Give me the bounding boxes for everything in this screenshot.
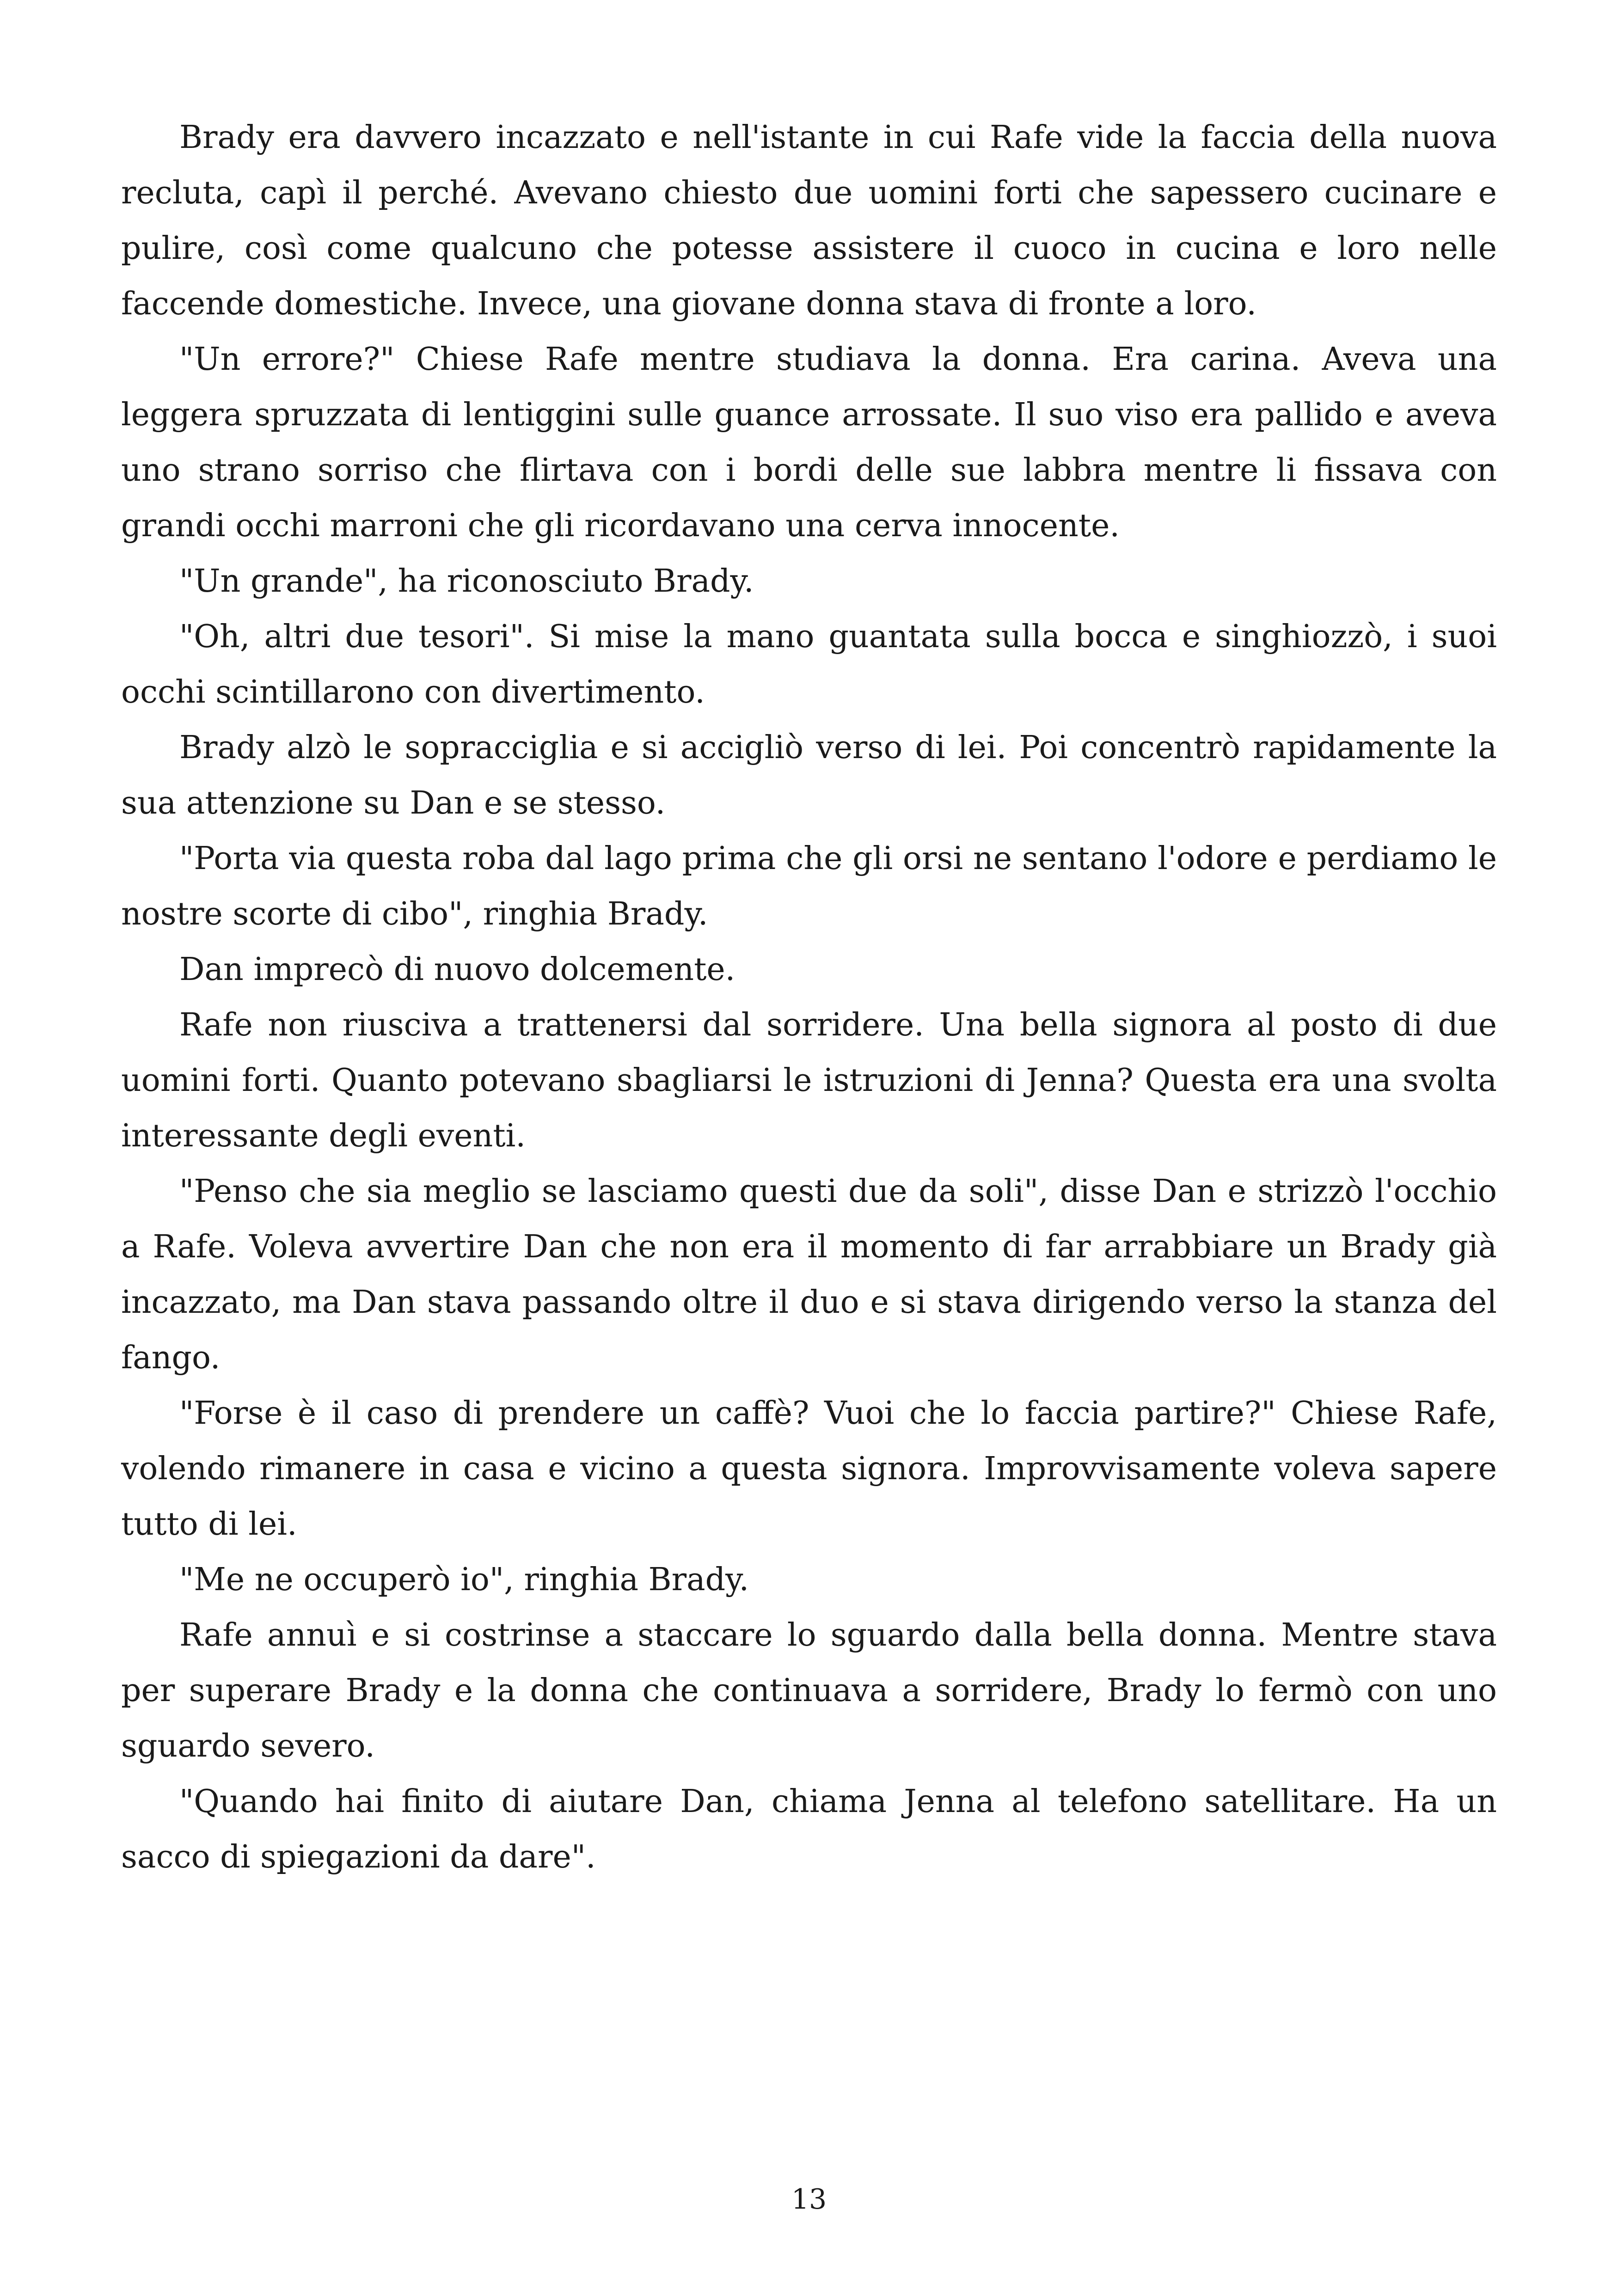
paragraph-5: Brady alzò le sopracciglia e si accigliò verso di lei. Poi concentrò rapidamente la sua attenzione su Dan e se stesso. bbox=[121, 729, 1497, 821]
paragraph-6: "Porta via questa roba dal lago prima che gli orsi ne sentano l'odore e perdiamo le nostre scorte di cibo", ringhia Brady. bbox=[121, 840, 1497, 932]
paragraph-1: Brady era davvero incazzato e nell'istante in cui Rafe vide la faccia della nuova recluta, capì il perché. Avevano chiesto due uomini forti che sapessero cucinare e pulire, così come qualcuno che potesse assistere il cuoco in cucina e loro nelle faccende domestiche. Invece, una giovane donna stava di fronte a loro. bbox=[121, 119, 1497, 322]
paragraph-10: "Forse è il caso di prendere un caffè? Vuoi che lo faccia partire?" Chiese Rafe, volendo rimanere in casa e vicino a questa signora. Improvvisamente voleva sapere tutto di lei. bbox=[121, 1395, 1497, 1543]
paragraph-13: "Quando hai finito di aiutare Dan, chiama Jenna al telefono satellitare. Ha un sacco di spiegazioni da dare". bbox=[121, 1783, 1497, 1875]
paragraph-2: "Un errore?" Chiese Rafe mentre studiava la donna. Era carina. Aveva una leggera spruzzata di lentiggini sulle guance arrossate. Il suo viso era pallido e aveva uno strano sorriso che flirtava con i bordi delle sue labbra mentre li fissava con grandi occhi marroni che gli ricordavano una cerva innocente. bbox=[121, 341, 1497, 544]
paragraph-7: Dan imprecò di nuovo dolcemente. bbox=[179, 951, 735, 988]
page-number: 13 bbox=[791, 2183, 827, 2216]
paragraph-12: Rafe annuì e si costrinse a staccare lo sguardo dalla bella donna. Mentre stava per superare Brady e la donna che continuava a sorridere, Brady lo fermò con uno sguardo severo. bbox=[121, 1617, 1497, 1764]
body-text bbox=[121, 110, 1497, 1885]
paragraph-11: "Me ne occuperò io", ringhia Brady. bbox=[179, 1561, 749, 1598]
paragraph-4: "Oh, altri due tesori". Si mise la mano guantata sulla bocca e singhiozzò, i suoi occhi scintillarono con divertimento. bbox=[121, 618, 1497, 710]
paragraph-3: "Un grande", ha riconosciuto Brady. bbox=[179, 563, 754, 600]
paragraph-9: "Penso che sia meglio se lasciamo questi due da soli", disse Dan e strizzò l'occhio a Rafe. Voleva avvertire Dan che non era il momento di far arrabbiare un Brady già incazzato, ma Dan stava passando oltre il duo e si stava dirigendo verso la stanza del fango. bbox=[121, 1173, 1497, 1376]
paragraph-8: Rafe non riusciva a trattenersi dal sorridere. Una bella signora al posto di due uomini forti. Quanto potevano sbagliarsi le istruzioni di Jenna? Questa era una svolta interessante degli eventi. bbox=[121, 1007, 1497, 1154]
